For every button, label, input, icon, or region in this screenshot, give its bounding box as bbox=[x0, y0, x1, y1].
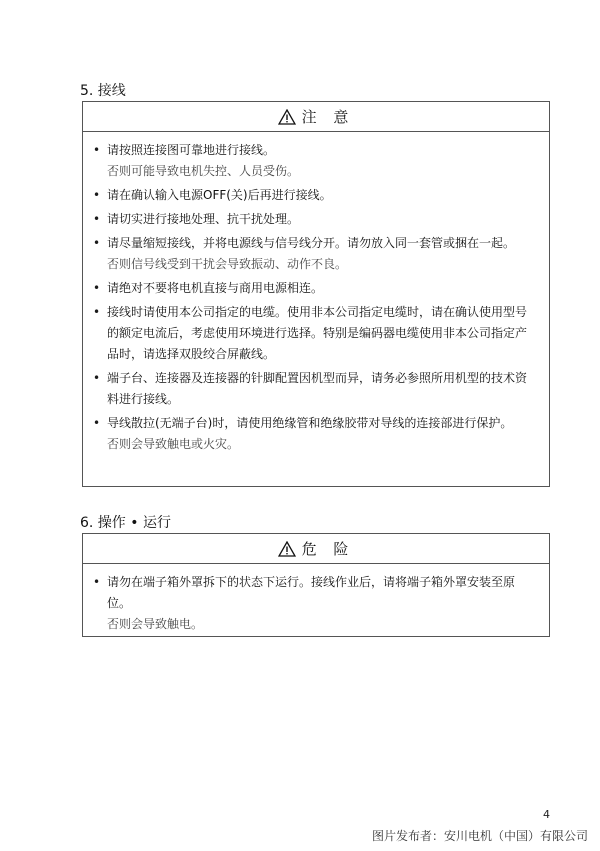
item-note: 否则信号线受到干扰会导致振动、动作不良。 bbox=[107, 257, 348, 271]
list-item bbox=[93, 368, 537, 410]
list-item bbox=[93, 278, 537, 299]
item-text: 请切实进行接地处理、抗干扰处理。 bbox=[107, 212, 300, 226]
list-item bbox=[93, 572, 537, 635]
bullet: • bbox=[93, 143, 101, 157]
item-text: 请按照连接图可靠地进行接线。 bbox=[107, 143, 276, 157]
bullet: • bbox=[93, 371, 101, 385]
bullet: • bbox=[93, 188, 101, 202]
bullet: • bbox=[93, 212, 101, 226]
item-text: 请在确认输入电源OFF(关)后再进行接线。 bbox=[107, 188, 332, 202]
list-item bbox=[93, 233, 537, 275]
item-text: 端子台、连接器及连接器的针脚配置因机型而异，请务必参照所用机型的技术资料进行接线。 bbox=[107, 371, 528, 406]
item-note: 否则可能导致电机失控、人员受伤。 bbox=[107, 164, 300, 178]
list-item bbox=[93, 140, 537, 182]
bullet: • bbox=[93, 416, 101, 430]
bullet: • bbox=[93, 575, 101, 589]
danger-box bbox=[82, 533, 550, 637]
section-title-wiring: 5. 接线 bbox=[80, 83, 126, 99]
bullet: • bbox=[93, 305, 101, 319]
caution-box-title: 注 意 bbox=[301, 108, 355, 126]
item-text: 接线时请使用本公司指定的电缆。使用非本公司指定电缆时，请在确认使用型号的额定电流后，考虑使用环境进行选择。特别是编码器电缆使用非本公司指定产品时，请选择双股绞合屏蔽线。 bbox=[107, 305, 528, 361]
list-item bbox=[93, 302, 537, 365]
warning-triangle-icon bbox=[278, 541, 296, 557]
item-text: 请勿在端子箱外罩拆下的状态下运行。接线作业后，请将端子箱外罩安装至原位。 bbox=[107, 575, 516, 610]
item-text: 请尽量缩短接线，并将电源线与信号线分开。请勿放入同一套管或捆在一起。 bbox=[107, 236, 516, 250]
publisher-credit: 图片发布者：安川电机（中国）有限公司 bbox=[371, 829, 588, 843]
danger-box-title: 危 险 bbox=[301, 540, 355, 558]
caution-list bbox=[83, 132, 549, 462]
caution-box bbox=[82, 101, 550, 487]
item-note: 否则会导致触电或火灾。 bbox=[107, 437, 240, 451]
page-number: 4 bbox=[543, 808, 550, 821]
caution-box-header bbox=[83, 102, 549, 132]
danger-list bbox=[83, 564, 549, 642]
danger-box-header bbox=[83, 534, 549, 564]
list-item bbox=[93, 413, 537, 455]
bullet: • bbox=[93, 281, 101, 295]
list-item bbox=[93, 209, 537, 230]
item-note: 否则会导致触电。 bbox=[107, 617, 204, 631]
warning-triangle-icon bbox=[278, 109, 296, 125]
section-title-operation: 6. 操作 • 运行 bbox=[80, 515, 171, 531]
bullet: • bbox=[93, 236, 101, 250]
list-item bbox=[93, 185, 537, 206]
item-text: 请绝对不要将电机直接与商用电源相连。 bbox=[107, 281, 324, 295]
item-text: 导线散拉(无端子台)时，请使用绝缘管和绝缘胶带对导线的连接部进行保护。 bbox=[107, 416, 513, 430]
